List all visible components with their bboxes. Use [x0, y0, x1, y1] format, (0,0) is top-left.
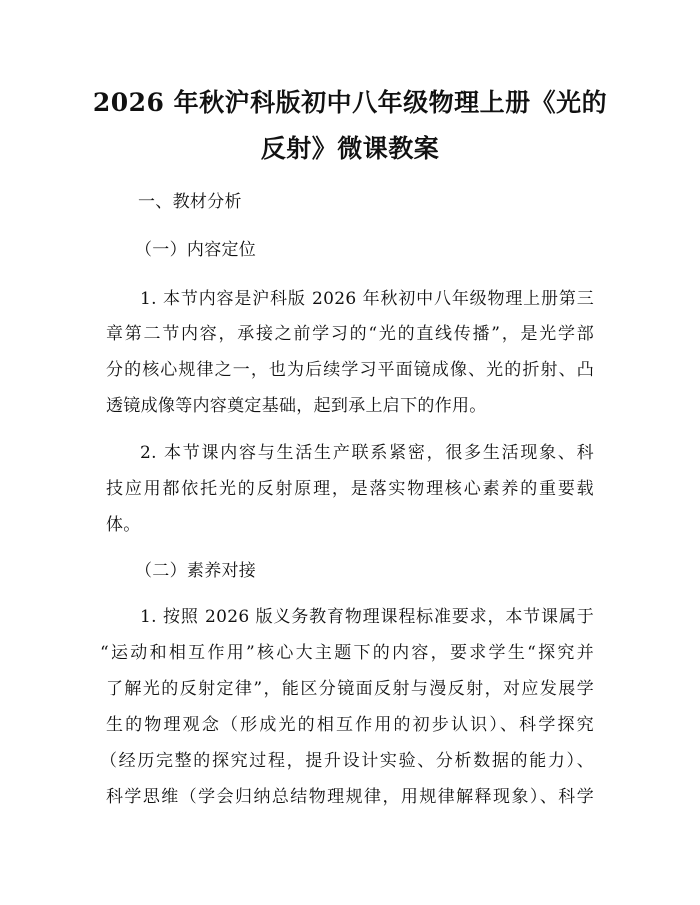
section-heading-teaching-material-analysis: 一、教材分析	[138, 192, 242, 212]
paragraph-1-line-1: 1. 本节内容是沪科版 2026 年秋初中八年级物理上册第三	[140, 289, 594, 309]
paragraph-2-line-2: 技应用都依托光的反射原理，是落实物理核心素养的重要载	[106, 479, 594, 499]
subsection-heading-competency-alignment: （二）素养对接	[135, 561, 257, 581]
paragraph-3-line-5: （经历完整的探究过程，提升设计实验、分析数据的能力）、	[100, 751, 594, 771]
subsection-heading-content-positioning: （一）内容定位	[135, 240, 257, 260]
paragraph-2-line-1: 2. 本节课内容与生活生产联系紧密，很多生活现象、科	[140, 443, 594, 463]
paragraph-3-line-3: 了解光的反射定律”，能区分镜面反射与漫反射，对应发展学	[106, 679, 594, 699]
paragraph-1-line-3: 分的核心规律之一，也为后续学习平面镜成像、光的折射、凸	[106, 360, 594, 380]
paragraph-3-line-4: 生的物理观念（形成光的相互作用的初步认识）、科学探究	[106, 715, 594, 735]
paragraph-1-line-2: 章第二节内容，承接之前学习的“光的直线传播”，是光学部	[106, 324, 594, 344]
paragraph-1-line-4: 透镜成像等内容奠定基础，起到承上启下的作用。	[106, 396, 487, 416]
paragraph-2-line-3: 体。	[106, 515, 141, 535]
paragraph-3-line-2: “运动和相互作用”核心大主题下的内容，要求学生“探究并	[100, 643, 594, 663]
paragraph-3-line-6: 科学思维（学会归纳总结物理规律，用规律解释现象）、科学	[106, 787, 594, 807]
document-title-line-1: 2026 年秋沪科版初中八年级物理上册《光的	[92, 88, 608, 117]
document-title-line-2: 反射》微课教案	[260, 134, 440, 163]
paragraph-3-line-1: 1. 按照 2026 版义务教育物理课程标准要求，本节课属于	[140, 607, 594, 627]
